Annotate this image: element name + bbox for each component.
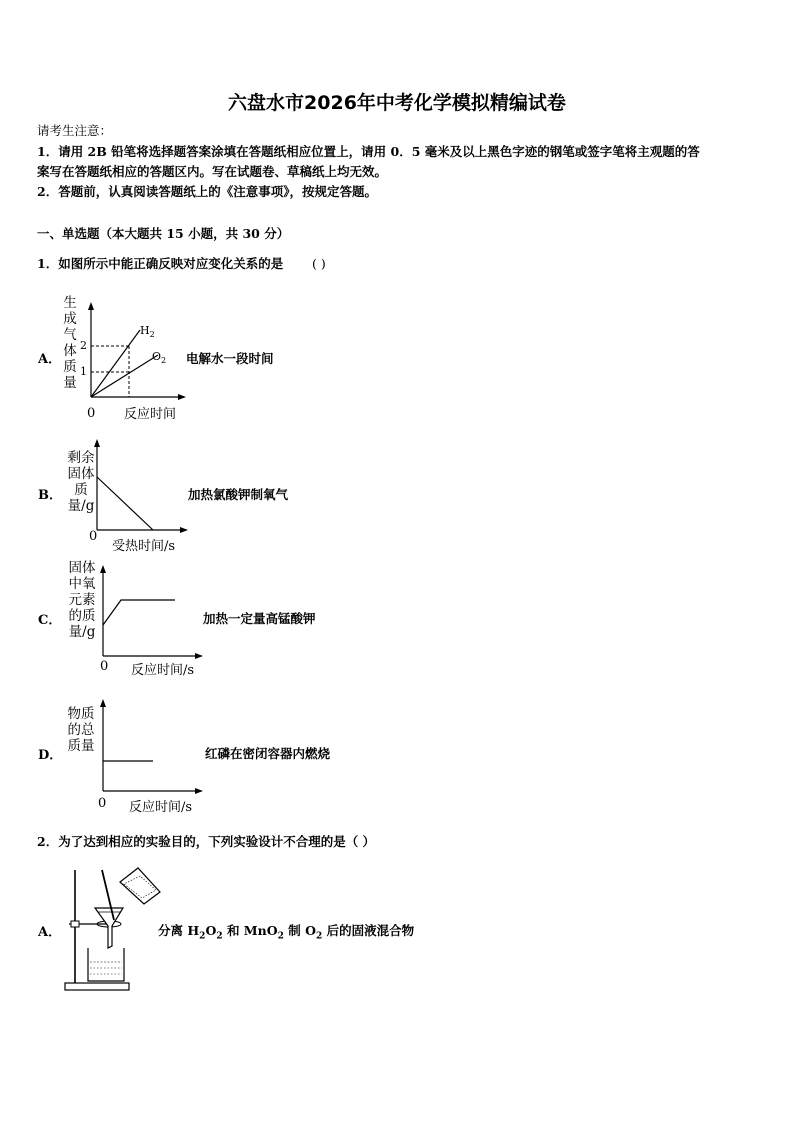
clamp-boss [71,921,79,927]
o2-label: $O_2$ [152,350,167,365]
x-axis-arrow [195,653,203,659]
option-c-origin: 0 [100,659,109,674]
question-2-stem: 2．为了达到相应的实验目的，下列实验设计不合理的是（ ） [37,834,376,849]
option-b-xlabel: 受热时间/s [112,539,176,554]
option-a-graph [80,300,190,405]
x-axis-arrow [178,394,186,400]
tick-1: 1 [80,365,87,378]
option-b-origin: 0 [89,529,98,544]
notice-heading: 请考生注意： [37,123,113,138]
receiving-beaker [88,948,124,981]
option-b-ylabel: 剩余固体质量/g [67,450,95,514]
option-d-origin: 0 [98,796,107,811]
x-axis-arrow [195,788,203,794]
o2-line [91,355,158,397]
h2-line [91,330,140,397]
option-a-ylabel: 生成气体质量 [63,295,77,391]
notice-item-1-line-1: 1．请用 2B 铅笔将选择题答案涂填在答题纸相应位置上，请用 0．5 毫米及以上黑色字迹的钢笔或签字笔将主观题的答 [37,144,700,159]
option-d-ylabel: 物质的总质量 [67,706,95,754]
question-1-stem: 1．如图所示中能正确反映对应变化关系的是 [37,256,284,271]
option-a-origin: 0 [87,406,96,421]
y-axis-arrow [88,302,94,310]
option-d-xlabel: 反应时间/s [129,800,193,815]
question-1-answer-paren: ( ) [312,256,326,271]
filtration-apparatus-illustration [62,862,172,994]
option-c-label: C． [38,613,62,628]
option-a-description: 电解水一段时间 [186,351,274,366]
y-axis-arrow [100,565,106,573]
y-axis-arrow [94,439,100,447]
notice-item-2: 2．答题前，认真阅读答题纸上的《注意事项》，按规定答题。 [37,184,377,199]
mass-line [97,477,153,530]
h2-label: $H_2$ [140,324,155,339]
pouring-beaker [120,868,160,904]
q2-option-a-label: A． [38,925,62,940]
oxygen-mass-line [103,600,175,625]
y-axis-arrow [100,699,106,707]
option-a-label: A． [38,352,62,367]
section-heading: 一、单选题（本大题共 15 小题，共 30 分） [37,226,290,241]
option-d-graph [97,697,207,797]
q2-option-a-description: 分离 $H_2O_2$ 和 MnO$_2$ 制 $O_2$ 后的固液混合物 [158,923,415,942]
option-c-graph [97,563,207,663]
option-d-description: 红磷在密闭容器内燃烧 [205,746,331,761]
option-c-xlabel: 反应时间/s [131,663,195,678]
funnel [95,908,123,948]
option-d-label: D． [38,748,63,763]
option-b-description: 加热氯酸钾制氧气 [188,487,289,502]
option-a-xlabel: 反应时间 [124,407,177,422]
notice-item-1-line-2: 案写在答题纸相应的答题区内。写在试题卷、草稿纸上均无效。 [37,164,388,179]
stand-base [65,983,129,990]
page-title: 六盘水市2026年中考化学模拟精编试卷 [228,92,566,114]
option-c-description: 加热一定量高锰酸钾 [203,611,316,626]
option-b-label: B． [38,488,62,503]
option-b-graph [92,437,192,537]
tick-2: 2 [80,339,87,352]
x-axis-arrow [180,527,188,533]
option-c-ylabel: 固体中氧元素的质量/g [68,560,96,640]
